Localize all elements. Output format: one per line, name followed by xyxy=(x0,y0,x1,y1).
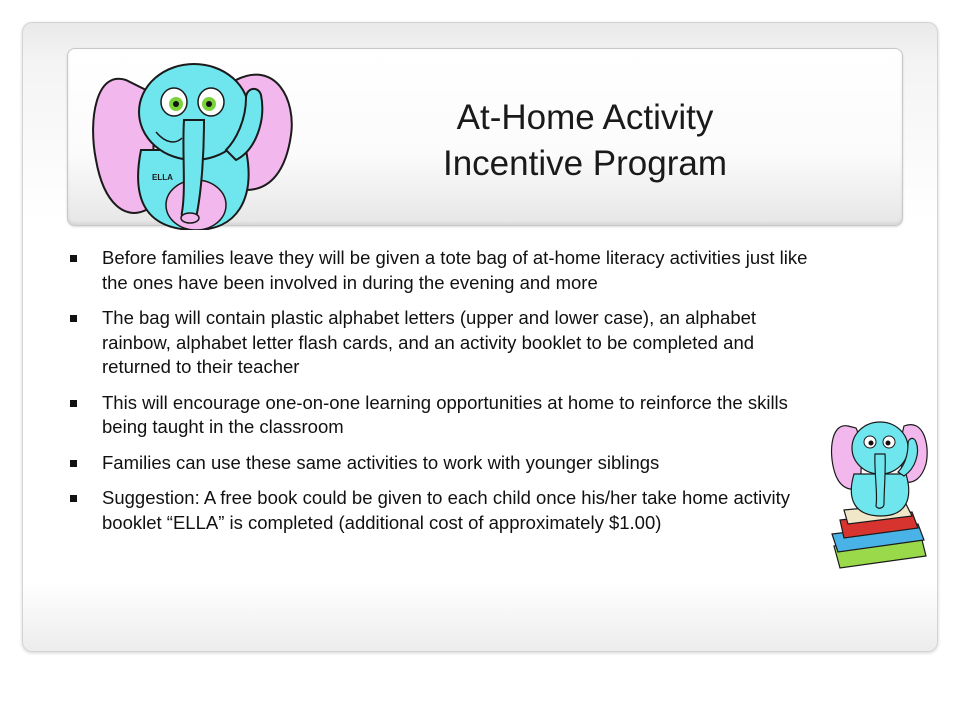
bullet-square-icon xyxy=(70,255,77,262)
elephant-on-books-icon xyxy=(826,406,936,571)
bullet-item xyxy=(66,306,826,380)
bullet-text: Families can use these same activities to work with younger siblings xyxy=(102,451,660,473)
bullet-item xyxy=(66,246,826,295)
bullet-square-icon xyxy=(70,460,77,467)
bullet-text: Suggestion: A free book could be given to each child once his/her take home activity booklet “ELLA” is completed (additional cost of approximately $1.00) xyxy=(102,487,791,533)
title-line-2: Incentive Program xyxy=(442,144,728,183)
bullet-item xyxy=(66,451,826,476)
title-line-1: At-Home Activity xyxy=(456,98,714,137)
bullet-square-icon xyxy=(70,495,77,502)
bullet-item xyxy=(66,486,826,535)
bullet-text: The bag will contain plastic alphabet letters (upper and lower case), an alphabet rainbow, alphabet letter flash cards, and an activity booklet to be completed and returned to their teacher xyxy=(102,307,757,377)
bullet-text: Before families leave they will be given a tote bag of at-home literacy activities just like the ones have been involved in during the evening and more xyxy=(102,247,808,293)
bullet-square-icon xyxy=(70,315,77,322)
svg-text:ELLA: ELLA xyxy=(152,173,173,182)
elephant-mascot-icon xyxy=(86,40,306,230)
bullet-square-icon xyxy=(70,400,77,407)
bullet-item xyxy=(66,391,826,440)
bullet-list xyxy=(66,246,826,546)
slide-title xyxy=(300,95,870,187)
bullet-text: This will encourage one-on-one learning opportunities at home to reinforce the skills being taught in the classroom xyxy=(102,391,788,437)
